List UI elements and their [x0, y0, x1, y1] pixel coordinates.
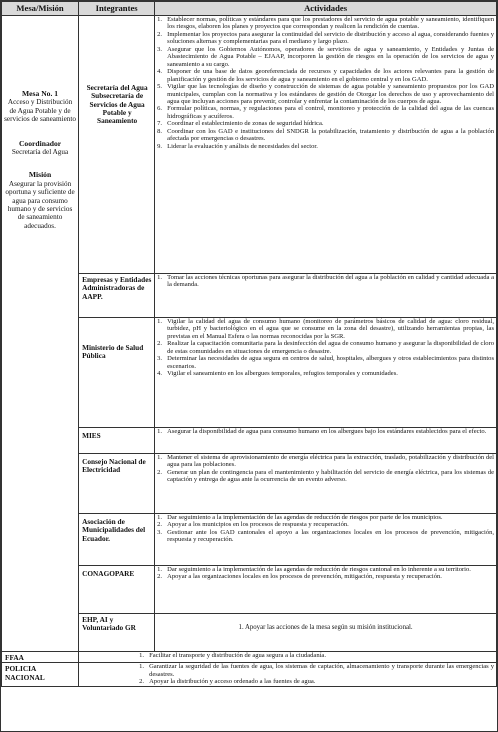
table-row	[2, 16, 497, 274]
activity-text: Dar seguimiento a la implementación de las agendas de reducción de riesgos cantonal en lo inherente a su territorio.	[167, 566, 471, 573]
activity-number: 5.	[157, 83, 163, 91]
table-row	[2, 663, 497, 686]
activity-number: 2.	[157, 340, 163, 348]
member-name: Asociación de Municipalidades del Ecuador.	[79, 514, 155, 566]
activity-text: Mantener el sistema de aprovisionamiento de energía eléctrica para la extracción, traslado, potabilización y distribución del agua para las poblaciones.	[167, 454, 494, 469]
activity-item	[157, 31, 494, 46]
activities-cell	[155, 514, 497, 566]
activity-text: Vigilar la calidad del agua de consumo humano (monitoreo de parámetros básicos de calidad de agua: cloro residual, turbidez, pH y bacteriológico en el agua que se consume en la zona del desastre), utilizando herramientas propias, las previstas en el Manual Esfera o las normas reconocidas por la SGR.	[167, 318, 494, 340]
activity-text: Facilitar el transporte y distribución de agua segura a la ciudadanía.	[149, 652, 326, 659]
activity-item	[157, 120, 494, 127]
actions-table	[1, 1, 497, 687]
activity-number: 1.	[157, 16, 163, 23]
activity-item	[139, 652, 494, 659]
activity-number: 2.	[157, 573, 163, 581]
activity-number: 4.	[157, 370, 163, 378]
mesa-name: Acceso y Distribución de Agua Potable y de servicios de saneamiento	[4, 98, 76, 124]
member-name: Ministerio de Salud Pública	[79, 318, 155, 428]
activity-number: 2.	[157, 468, 163, 476]
activity-number: 1.	[157, 274, 163, 281]
activity-item	[157, 68, 494, 83]
activity-item	[157, 469, 494, 484]
table-row	[2, 652, 497, 663]
activity-text: Liderar la evaluación y análisis de necesidades del sector.	[167, 142, 318, 150]
coordinator-value: Secretaría del Agua	[11, 148, 69, 157]
activity-text: Apoyar a los municipios en los procesos de respuesta y recuperación.	[167, 521, 349, 529]
activity-number: 1.	[157, 454, 163, 461]
header-integrantes: Integrantes	[79, 2, 155, 16]
header-mesa: Mesa/Misión	[2, 2, 79, 16]
activity-item	[157, 529, 494, 544]
activity-item	[157, 514, 494, 521]
activity-number: 2.	[139, 678, 144, 686]
member-name: POLICIA NACIONAL	[2, 663, 79, 686]
activity-item	[157, 370, 494, 377]
activity-number: 9.	[157, 142, 163, 150]
activity-text: Disponer de una base de datos georeferenciada de recursos y capacidades de los actores relevantes para la gestión de planificación y gestión de los servicios de agua y saneamiento en el gobierno central y en los GAD.	[167, 68, 494, 83]
activity-number: 1.	[157, 566, 163, 573]
activity-item	[157, 274, 494, 289]
activity-text: Determinar las necesidades de agua segura en centros de salud, hospitales, albergues y otros establecimientos para distintos escenarios.	[167, 355, 494, 370]
activity-number: 2.	[157, 521, 163, 529]
activity-number: 3.	[157, 45, 163, 53]
activities-cell	[155, 566, 497, 614]
mesa-title: Mesa No. 1	[22, 89, 59, 98]
activity-text: Gestionar ante los GAD cantonales el apoyo a las organizaciones locales en los procesos de prevención, mitigación, respuesta y recuperación.	[167, 528, 494, 544]
activity-item	[157, 454, 494, 469]
activities-cell	[155, 318, 497, 428]
activity-item	[157, 83, 494, 105]
activity-number: 1.	[157, 514, 163, 521]
mesa-cell	[2, 16, 79, 652]
member-name: MIES	[79, 428, 155, 454]
activity-item	[157, 573, 494, 580]
activity-text: Garantizar la seguridad de las fuentes de agua, los sistemas de captación, almacenamiento y transporte durante las emergencias y desastres.	[149, 663, 494, 678]
member-name: Secretaría del Agua Subsecretaría de Servicios de Agua Potable y Saneamiento	[79, 16, 155, 274]
activity-text: Coordinar el establecimiento de zonas de seguridad hídrica.	[167, 120, 324, 128]
activity-text: Tomar las acciones técnicas oportunas para asegurar la distribución del agua a la población en calidad y cantidad adecuada a la demanda.	[167, 274, 494, 289]
activity-text: Establecer normas, políticas y estándares para que los prestadores del servicio de agua potable y saneamiento, identifiquen los riesgos, elaboren los planes y proyectos que correspondan y realicen la rendición de cuentas.	[167, 16, 494, 31]
activity-text: Formular políticas, normas, y regulaciones para el control, monitoreo y protección de la calidad del agua de las cuencas hidrográficas y acuíferos.	[167, 105, 494, 120]
activity-text: Generar un plan de contingencia para el mantenimiento y habilitación del servicio de energía eléctrica, para los sistemas de captación y entrega de agua ante la ocurrencia de un evento adverso.	[167, 468, 494, 484]
activities-cell	[155, 454, 497, 514]
activity-item	[157, 428, 494, 435]
member-name: Empresas y Entidades Administradoras de AAPP.	[79, 274, 155, 318]
activities-cell	[155, 614, 497, 652]
activity-number: 2.	[157, 30, 163, 38]
activities-cell	[155, 16, 497, 274]
activity-text: Realizar la capacitación comunitaria para la desinfección del agua de consumo humano y asegurar la disponibilidad de cloro de estas comunidades en situaciones de emergencia o desastre.	[167, 340, 494, 355]
table-header	[2, 2, 497, 16]
activity-item	[157, 46, 494, 68]
activity-text: Asegurar la disponibilidad de agua para consumo humano en los albergues bajo los estándares establecidos para el efecto.	[167, 428, 487, 435]
activity-text: Implementar los proyectos para asegurar la continuidad del servicio de distribución y acceso al agua, considerando fuentes y soluciones alternas y complementarias para el mediano y largo plazo.	[167, 30, 494, 46]
activity-item	[139, 678, 494, 685]
activity-number: 7.	[157, 120, 163, 128]
activity-text: Vigilar el saneamiento en los albergues temporales, refugios temporales y comunidades.	[167, 370, 398, 378]
activity-text: Vigilar que las tecnologías de diseño y construcción de sistemas de agua potable y saneamiento propuestos por los GAD municipales, cumplan con la normativa y los estándares de gestión de Otorgar los derechos de uso y aprovechamiento del agua que incluyan acciones para prevenir, controlar y enfrentar la contaminación de los cuerpos de agua.	[167, 83, 494, 105]
activity-item	[157, 16, 494, 31]
member-name: CONAGOPARE	[79, 566, 155, 614]
activity-item	[157, 128, 494, 143]
activity-text: Apoyar a las organizaciones locales en los procesos de prevención, mitigación, respuesta y recuperación.	[167, 573, 442, 581]
member-name: EHP, AI y Voluntariado GR	[79, 614, 155, 652]
activity-text: Apoyar la distribución y acceso ordenado a las fuentes de agua.	[149, 678, 316, 686]
activity-text: Coordinar con los GAD e instituciones del SNDGR la potabilización, tratamiento y distribución de agua a la población afectada por emergencias o desastres.	[167, 127, 494, 143]
activity-number: 1.	[139, 652, 144, 659]
activity-item	[157, 355, 494, 370]
mision-text: Asegurar la provisión oportuna y suficiente de agua para consumo humano y de servicios de saneamiento adecuados.	[5, 179, 75, 230]
header-actividades: Actividades	[155, 2, 497, 16]
activity-number: 3.	[157, 355, 163, 363]
mision-label: Misión	[28, 170, 52, 180]
activity-text: 1. Apoyar las acciones de la mesa según su misión institucional.	[238, 624, 413, 631]
activity-item	[157, 143, 494, 150]
activity-item	[139, 663, 494, 678]
activity-number: 4.	[157, 68, 163, 76]
activity-number: 3.	[157, 528, 163, 536]
activity-item	[157, 566, 494, 573]
activity-number: 6.	[157, 105, 163, 113]
activity-text: Asegurar que los Gobiernos Autónomos, operadores de servicios de agua y saneamiento, y Entidades y Juntas de Abastecimiento de Agua Potable – EJAAP, incorporen la gestión de riesgos en la operación de los servicios de agua y saneamiento a su cargo.	[167, 45, 494, 68]
activities-cell	[79, 652, 497, 663]
activity-item	[157, 521, 494, 528]
coordinator-label: Coordinador	[18, 138, 62, 148]
activity-number: 1.	[157, 428, 163, 435]
activity-number: 1.	[139, 663, 144, 671]
activity-item	[157, 340, 494, 355]
activity-text: Dar seguimiento a la implementación de las agendas de reducción de riesgos por parte de los municipios.	[167, 514, 443, 521]
activities-cell	[155, 274, 497, 318]
activities-cell	[155, 428, 497, 454]
activity-item	[157, 105, 494, 120]
member-name: FFAA	[2, 652, 79, 663]
activity-number: 8.	[157, 127, 163, 135]
activity-item	[157, 318, 494, 340]
activities-cell	[79, 663, 497, 686]
activity-number: 1.	[157, 318, 163, 325]
member-name: Consejo Nacional de Electricidad	[79, 454, 155, 514]
